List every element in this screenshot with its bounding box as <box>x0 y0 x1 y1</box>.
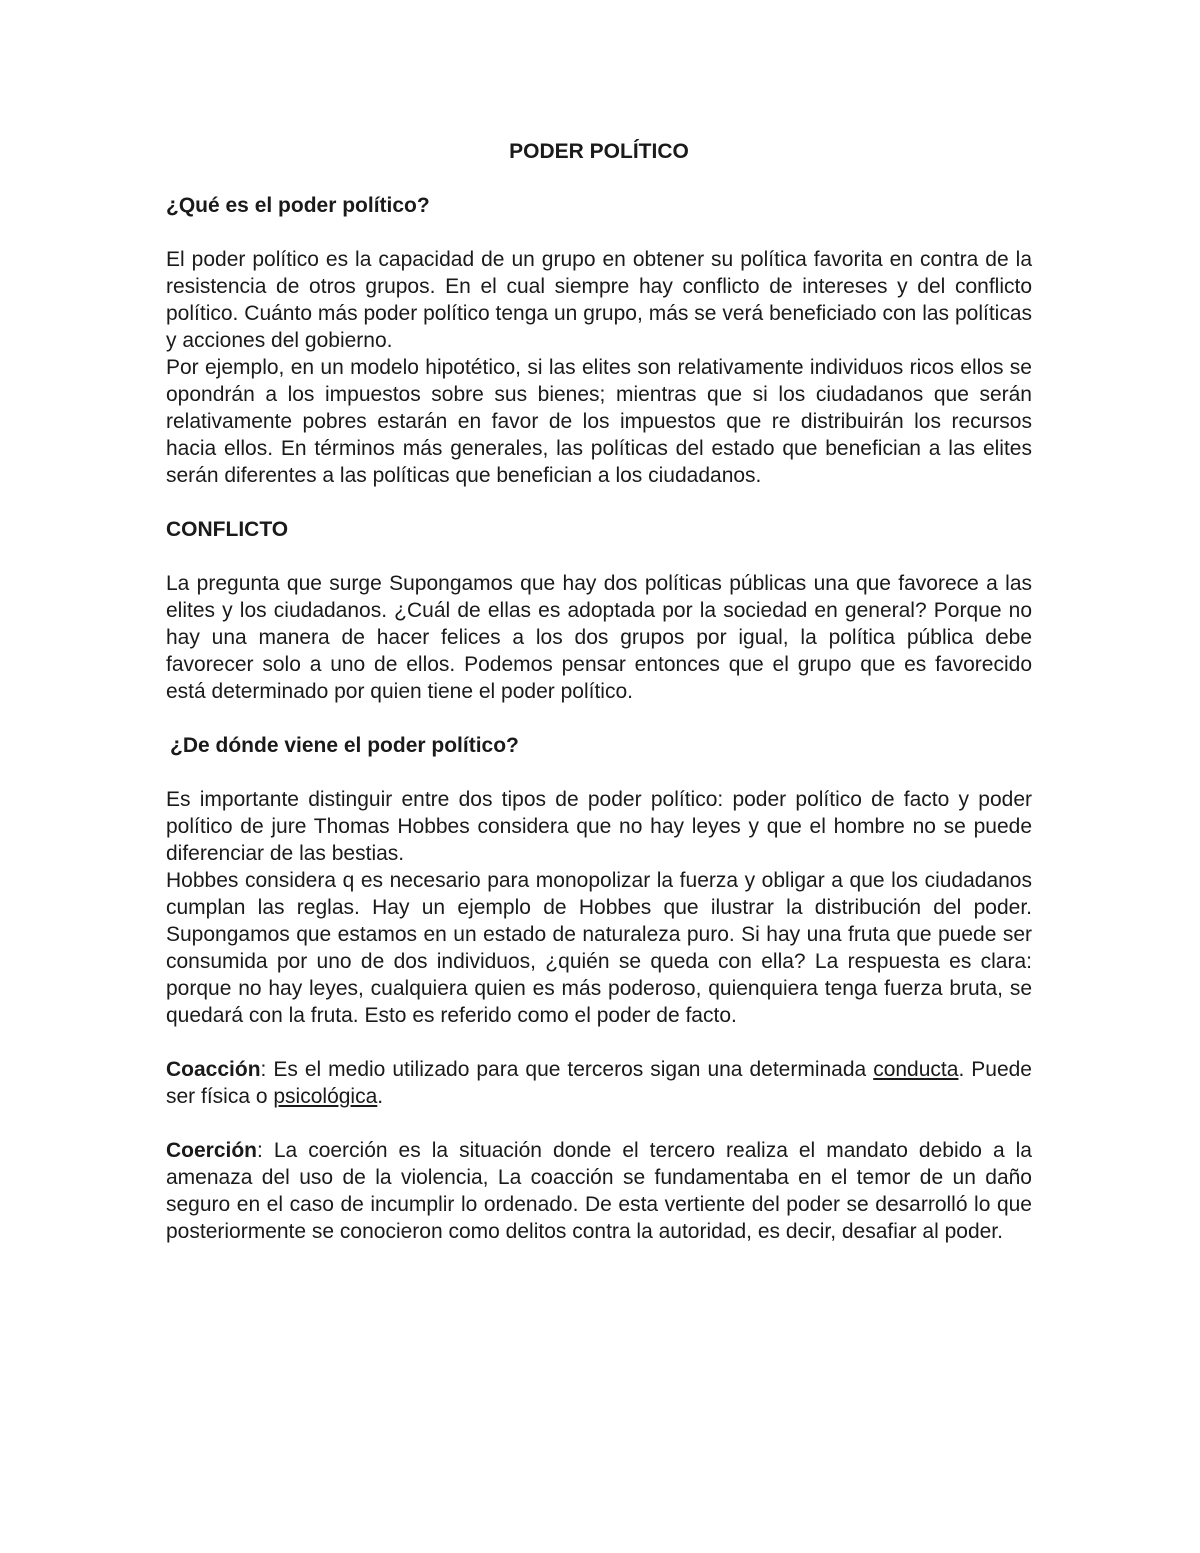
definition-text: . Puede ser física o <box>166 1058 1032 1108</box>
link-psicologica[interactable]: psicológica <box>273 1085 378 1108</box>
paragraph: Es importante distinguir entre dos tipos de poder político: poder político de facto y poder político de jure Thomas Hobbes considera que no hay leyes y que el hombre no se puede diferenciar de las bestias. <box>166 788 1032 865</box>
spacer <box>166 489 1032 516</box>
definition-coaccion <box>166 1056 1032 1110</box>
paragraph: El poder político es la capacidad de un grupo en obtener su política favorita en contra de la resistencia de otros grupos. En el cual siempre hay conflicto de intereses y del conflicto político. Cuánto más poder político tenga un grupo, más se verá beneficiado con las políticas y acciones del gobierno. <box>166 248 1032 352</box>
definition-text: : Es el medio utilizado para que terceros sigan una determinada <box>260 1058 874 1081</box>
spacer <box>166 705 1032 732</box>
term-coercion: Coerción <box>166 1139 258 1162</box>
link-conducta[interactable]: conducta <box>873 1058 959 1081</box>
section-heading-que-es: ¿Qué es el poder político? <box>166 194 430 217</box>
spacer <box>166 543 1032 570</box>
definition-text: . <box>377 1085 384 1108</box>
spacer <box>166 219 1032 246</box>
spacer <box>166 759 1032 786</box>
spacer <box>166 1110 1032 1137</box>
definition-text: : La coerción es la situación donde el tercero realiza el mandato debido a la amenaza del uso de la violencia, La coacción se fundamentaba en el temor de un daño seguro en el caso de incumplir lo ordenado. De esta vertiente del poder se desarrolló lo que posteriormente se conocieron como delitos contra la autoridad, es decir, desafiar al poder. <box>166 1139 1032 1243</box>
paragraph: La pregunta que surge Supongamos que hay dos políticas públicas una que favorece a las elites y los ciudadanos. ¿Cuál de ellas es adoptada por la sociedad en general? Porque no hay una manera de hacer felices a los dos grupos por igual, la política pública debe favorecer solo a uno de ellos. Podemos pensar entonces que el grupo que es favorecido está determinado por quien tiene el poder político. <box>166 572 1032 703</box>
term-coaccion: Coacción <box>166 1058 261 1081</box>
paragraph: Hobbes considera q es necesario para monopolizar la fuerza y obligar a que los ciudadanos cumplan las reglas. Hay un ejemplo de Hobbes que ilustrar la distribución del poder. Supongamos que estamos en un estado de naturaleza puro. Si hay una fruta que puede ser consumida por uno de dos individuos, ¿quién se queda con ella? La respuesta es clara: porque no hay leyes, cualquiera quien es más poderoso, quienquiera tenga fuerza bruta, se quedará con la fruta. Esto es referido como el poder de facto. <box>166 869 1032 1027</box>
definition-coercion <box>166 1137 1032 1245</box>
page-title: PODER POLÍTICO <box>509 140 689 163</box>
spacer <box>166 1029 1032 1056</box>
spacer <box>166 165 1032 192</box>
document-page <box>166 138 1032 1245</box>
paragraph: Por ejemplo, en un modelo hipotético, si las elites son relativamente individuos ricos ellos se opondrán a los impuestos sobre sus bienes; mientras que si los ciudadanos que serán relativamente pobres estarán en favor de los impuestos que re distribuirán los recursos hacia ellos. En términos más generales, las políticas del estado que benefician a las elites serán diferentes a las políticas que benefician a los ciudadanos. <box>166 356 1032 487</box>
section-heading-de-donde: ¿De dónde viene el poder político? <box>170 734 519 757</box>
section-heading-conflicto: CONFLICTO <box>166 518 289 541</box>
